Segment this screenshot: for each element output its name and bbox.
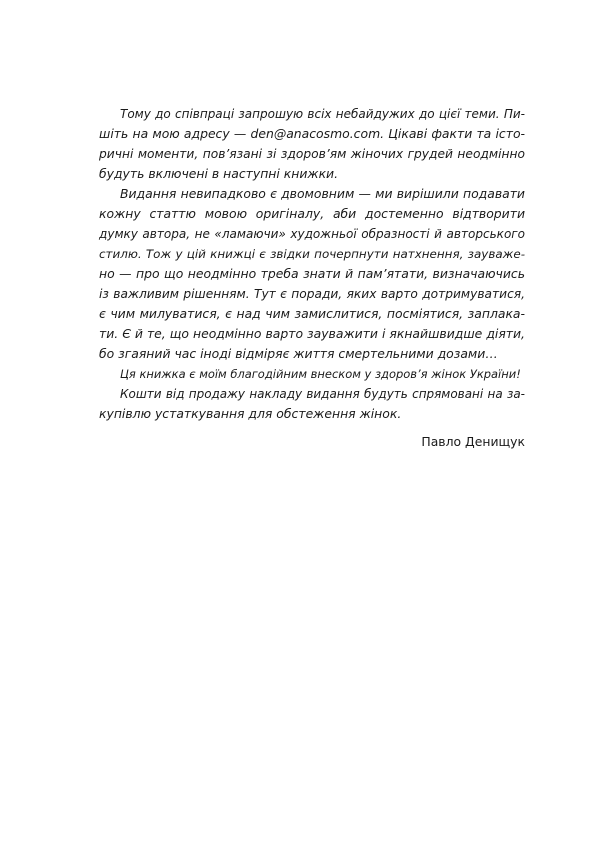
body-text [99, 104, 525, 424]
text-line: Видання невипадково є двомовним — ми вирішили подавати [120, 186, 525, 201]
text-line: бо згаяний час іноді відміряє життя смертельними дозами… [99, 346, 498, 361]
text-line: будуть включені в наступні книжки. [99, 166, 339, 181]
text-line: думку автора, не «ламаючи» художньої образності й авторського [99, 227, 525, 241]
text-line: є чим милуватися, є над чим замислитися, посміятися, заплака- [99, 306, 525, 321]
text-line: Тому до співпраці запрошую всіх небайдужих до цієї теми. Пи- [120, 107, 525, 121]
text-line: Кошти від продажу накладу видання будуть спрямовані на за- [120, 387, 525, 401]
text-line: шіть на мою адресу — den@anacosmo.com. Цікаві факти та істо- [99, 126, 525, 141]
text-line: но — про що неодмінно треба знати й пам’ятати, визначаючись [99, 266, 525, 281]
text-line: купівлю устаткування для обстеження жінок. [99, 406, 402, 421]
author-signature: Павло Денищук [421, 434, 525, 449]
text-line: із важливим рішенням. Тут є поради, яких варто дотримуватися, [99, 287, 525, 301]
text-line: стилю. Тож у цій книжці є звідки почерпнути натхнення, зауваже- [99, 247, 525, 261]
text-line: ричні моменти, пов’язані зі здоров’ям жіночих грудей неодмінно [99, 147, 525, 161]
text-line: Ця книжка є моїм благодійним внеском у здоров’я жінок України! [120, 367, 521, 381]
text-line: кожну статтю мовою оригіналу, аби достеменно відтворити [99, 206, 525, 221]
text-line: ти. Є й те, що неодмінно варто зауважити і якнайшвидше діяти, [99, 326, 525, 341]
